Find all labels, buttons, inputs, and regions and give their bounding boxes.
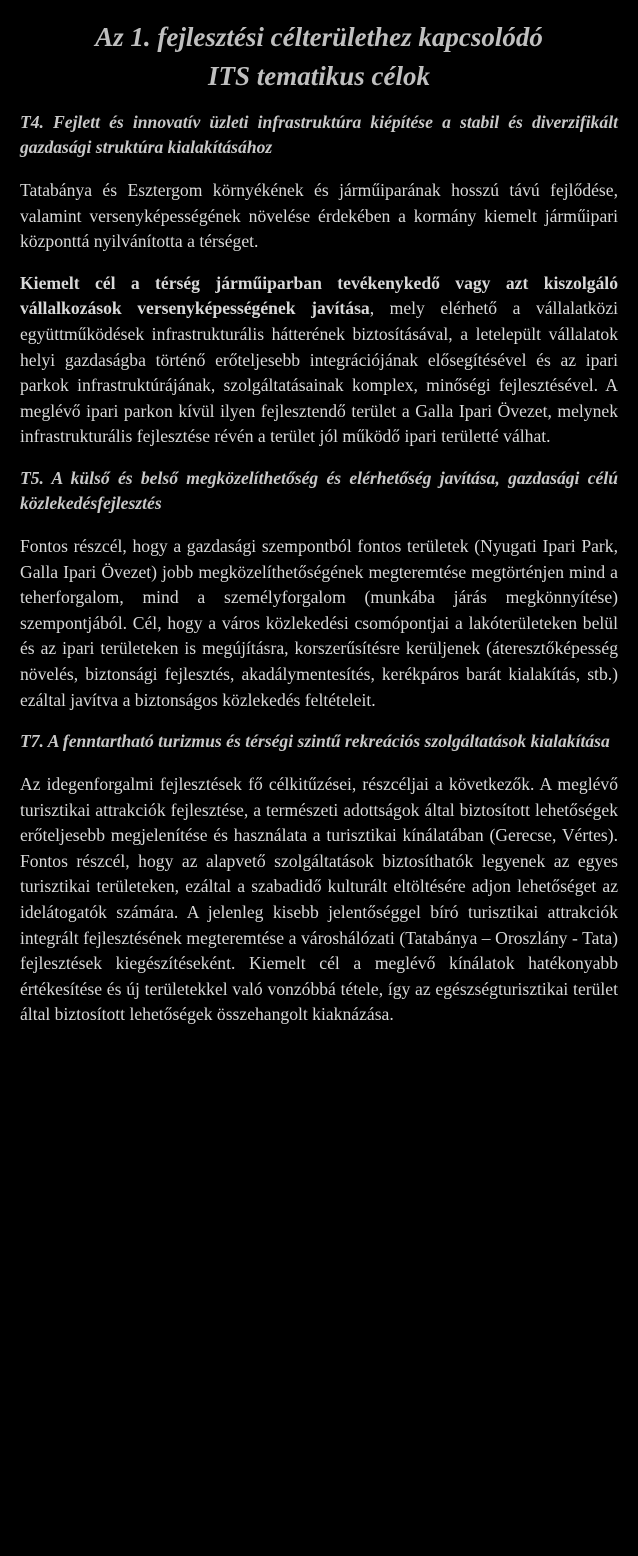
- paragraph-bold-lead: Kiemelt cél a térség járműiparban tevékenykedő vagy azt kiszolgáló vállalkozások versenyképességének javítása: [20, 272, 618, 319]
- section-t7: [20, 729, 618, 1028]
- paragraph: [20, 772, 618, 1028]
- paragraph: [20, 271, 618, 450]
- section-heading: T7. A fenntartható turizmus és térségi szintű rekreációs szolgáltatások kialakítása: [20, 731, 610, 752]
- paragraph-text: Fontos részcél, hogy a gazdasági szempontból fontos területek (Nyugati Ipari Park, Galla Ipari Övezet) jobb megközelíthetőségének megteremtése megtörténjen mind a teherforgalom, mind a személyforgalom (munkába járás megkönnyítése) szempontjából. Cél, hogy a város közlekedési csomópontjai a lakóterületeken belül és az ipari területeken is megújításra, korszerűsítésre kerüljenek (áteresztőképesség növelés, biztonsági fejlesztés, akadálymentesítés, kerékpáros barát kialakítás, stb.) ezáltal javítva a biztonságos közlekedés feltételeit.: [20, 535, 618, 710]
- section-heading: T4. Fejlett és innovatív üzleti infrastruktúra kiépítése a stabil és diverzifikált gazdasági struktúra kialakításához: [20, 112, 618, 157]
- section-t5: [20, 466, 618, 713]
- section-t4: [20, 110, 618, 450]
- page-title-line-1: Az 1. fejlesztési célterülethez kapcsolódó: [95, 22, 543, 52]
- paragraph-text: , mely elérhető a vállalatközi együttműködések infrastrukturális hátterének biztosításával, a letelepült vállalatok helyi gazdaságba történő erőteljesebb integrációjának elősegítésével és az ipari parkok infrastruktúrájának, szolgáltatásainak komplex, minőségi fejlesztésével. A meglévő ipari parkon kívül ilyen fejlesztendő terület a Galla Ipari Övezet, melynek infrastrukturális fejlesztése révén a terület jól működő ipari területté válhat.: [20, 298, 619, 447]
- page-title-line-2: ITS tematikus célok: [208, 61, 430, 91]
- paragraph-text: Tatabánya és Esztergom környékének és járműiparának hosszú távú fejlődése, valamint versenyképességének növelése érdekében a kormány kiemelt járműipari központtá nyilvánította a térséget.: [20, 180, 618, 252]
- page-title: [20, 18, 618, 96]
- paragraph: [20, 178, 618, 255]
- paragraph: [20, 534, 618, 713]
- paragraph-text: Az idegenforgalmi fejlesztések fő célkitűzései, részcéljai a következők. A meglévő turisztikai attrakciók fejlesztése, a természeti adottságok által biztosított lehetőségek erőteljesebb megjelenítése és használata a turisztikai kínálatában (Gerecse, Vértes). Fontos részcél, hogy az alapvető szolgáltatások biztosíthatók legyenek az egyes turisztikai területeken, ezáltal a szabadidő kulturált eltöltésére adjon lehetőséget az idelátogatók számára. A jelenleg kisebb jelentőséggel bíró turisztikai attrakciók integrált fejlesztésének megteremtése a városhálózati (Tatabánya – Oroszlány - Tata) fejlesztések kiegészítéseként. Kiemelt cél a meglévő kínálatok hatékonyabb értékesítése és új területekkel való vonzóbbá tétele, így az egészségturisztikai terület által biztosított lehetőségek összehangolt kiaknázása.: [20, 774, 618, 1025]
- section-heading: T5. A külső és belső megközelíthetőség és elérhetőség javítása, gazdasági célú közlekedésfejlesztés: [20, 467, 618, 513]
